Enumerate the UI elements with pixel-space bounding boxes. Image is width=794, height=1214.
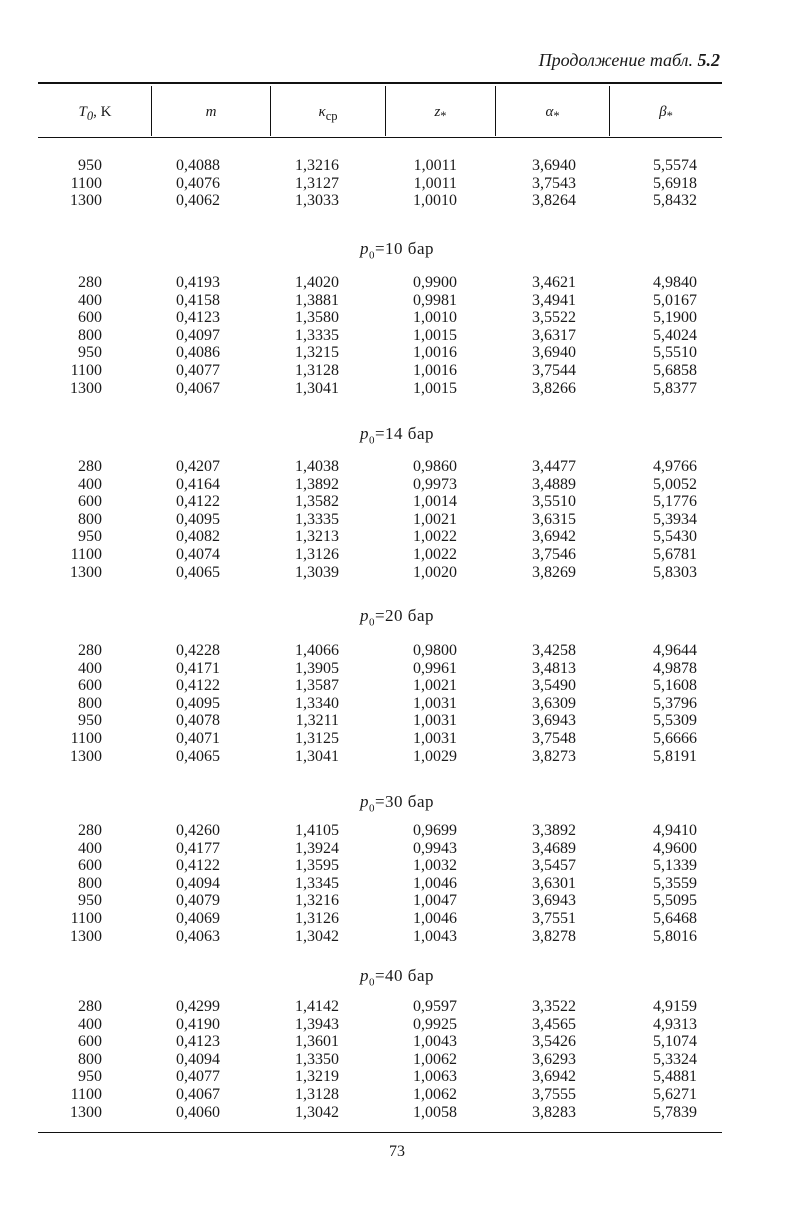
cell-beta: 5,1608 bbox=[653, 677, 697, 695]
cell-beta: 5,5095 bbox=[653, 892, 697, 910]
cell-t0: 600 bbox=[78, 1033, 102, 1051]
cell-alpha: 3,5457 bbox=[532, 857, 576, 875]
cell-kappa: 1,4066 bbox=[295, 642, 339, 659]
cell-alpha: 3,8273 bbox=[532, 747, 576, 765]
cell-z: 1,0043 bbox=[413, 927, 457, 945]
cell-z: 0,9973 bbox=[413, 475, 457, 493]
cell-m: 0,4086 bbox=[176, 344, 220, 362]
cell-alpha: 3,3522 bbox=[532, 998, 576, 1015]
cell-z: 0,9860 bbox=[413, 458, 457, 475]
cell-z: 0,9925 bbox=[413, 1015, 457, 1033]
cell-t0: 950 bbox=[78, 1068, 102, 1086]
table-row bbox=[0, 292, 794, 310]
table-row bbox=[0, 857, 794, 875]
cell-beta: 5,6271 bbox=[653, 1085, 697, 1103]
cell-z: 1,0047 bbox=[413, 892, 457, 910]
cell-m: 0,4260 bbox=[176, 822, 220, 839]
cell-alpha: 3,5510 bbox=[532, 493, 576, 511]
cell-m: 0,4094 bbox=[176, 874, 220, 892]
cell-alpha: 3,4477 bbox=[532, 458, 576, 475]
table-bottom-rule bbox=[38, 1132, 722, 1133]
cell-z: 1,0016 bbox=[413, 361, 457, 379]
cell-alpha: 3,7543 bbox=[532, 174, 576, 192]
cell-z: 1,0020 bbox=[413, 563, 457, 581]
cell-z: 1,0021 bbox=[413, 510, 457, 528]
cell-z: 1,0015 bbox=[413, 379, 457, 397]
cell-alpha: 3,3892 bbox=[532, 822, 576, 839]
table-row bbox=[0, 875, 794, 893]
cell-m: 0,4095 bbox=[176, 510, 220, 528]
cell-kappa: 1,4142 bbox=[295, 998, 339, 1015]
cell-t0: 1100 bbox=[70, 545, 102, 563]
table-row bbox=[0, 175, 794, 193]
cell-kappa: 1,3126 bbox=[295, 545, 339, 563]
cell-kappa: 1,3335 bbox=[295, 510, 339, 528]
cell-alpha: 3,6940 bbox=[532, 157, 576, 174]
group-label-30-bar: $p_0=30$ бар bbox=[359, 792, 435, 815]
table-row bbox=[0, 840, 794, 858]
cell-m: 0,4207 bbox=[176, 458, 220, 475]
cell-beta: 5,7839 bbox=[653, 1103, 697, 1121]
cell-t0: 1300 bbox=[70, 379, 102, 397]
cell-z: 1,0010 bbox=[413, 192, 457, 210]
cell-t0: 800 bbox=[78, 874, 102, 892]
header-t0: $T_0$, K bbox=[78, 104, 112, 123]
cell-t0: 950 bbox=[78, 892, 102, 910]
cell-alpha: 3,8278 bbox=[532, 927, 576, 945]
cell-kappa: 1,3340 bbox=[295, 694, 339, 712]
cell-m: 0,4082 bbox=[176, 528, 220, 546]
cell-m: 0,4177 bbox=[176, 839, 220, 857]
table-row bbox=[0, 528, 794, 546]
cell-t0: 1300 bbox=[70, 192, 102, 210]
cell-kappa: 1,4038 bbox=[295, 458, 339, 475]
cell-z: 1,0011 bbox=[413, 174, 457, 192]
cell-beta: 5,8191 bbox=[653, 747, 697, 765]
cell-kappa: 1,4020 bbox=[295, 274, 339, 291]
cell-alpha: 3,5522 bbox=[532, 309, 576, 327]
cell-alpha: 3,4813 bbox=[532, 659, 576, 677]
cell-beta: 4,9766 bbox=[653, 458, 697, 475]
cell-t0: 1300 bbox=[70, 927, 102, 945]
caption-table-number: 5.2 bbox=[697, 50, 720, 70]
cell-beta: 5,5510 bbox=[653, 344, 697, 362]
cell-z: 1,0046 bbox=[413, 909, 457, 927]
cell-z: 0,9699 bbox=[413, 822, 457, 839]
cell-kappa: 1,3905 bbox=[295, 659, 339, 677]
table-row bbox=[0, 1016, 794, 1034]
cell-kappa: 1,3039 bbox=[295, 563, 339, 581]
cell-alpha: 3,8283 bbox=[532, 1103, 576, 1121]
cell-kappa: 1,3881 bbox=[295, 291, 339, 309]
cell-m: 0,4097 bbox=[176, 326, 220, 344]
cell-t0: 1100 bbox=[70, 909, 102, 927]
table-row bbox=[0, 748, 794, 766]
header-z: $z_*$ bbox=[434, 104, 447, 123]
cell-beta: 5,0052 bbox=[653, 475, 697, 493]
table-row bbox=[0, 730, 794, 748]
cell-kappa: 1,3216 bbox=[295, 157, 339, 174]
cell-t0: 280 bbox=[78, 458, 102, 475]
cell-beta: 5,1776 bbox=[653, 493, 697, 511]
cell-kappa: 1,3042 bbox=[295, 1103, 339, 1121]
cell-alpha: 3,4689 bbox=[532, 839, 576, 857]
cell-kappa: 1,3587 bbox=[295, 677, 339, 695]
cell-beta: 5,3324 bbox=[653, 1050, 697, 1068]
cell-alpha: 3,6293 bbox=[532, 1050, 576, 1068]
table-row bbox=[0, 928, 794, 946]
table-body-40-bar bbox=[0, 998, 794, 1121]
cell-z: 0,9900 bbox=[413, 274, 457, 291]
cell-z: 1,0031 bbox=[413, 729, 457, 747]
cell-kappa: 1,3601 bbox=[295, 1033, 339, 1051]
cell-beta: 5,4024 bbox=[653, 326, 697, 344]
cell-t0: 950 bbox=[78, 712, 102, 730]
cell-z: 1,0046 bbox=[413, 874, 457, 892]
header-bottom-rule bbox=[38, 137, 722, 138]
cell-kappa: 1,3219 bbox=[295, 1068, 339, 1086]
cell-kappa: 1,3213 bbox=[295, 528, 339, 546]
table-caption bbox=[539, 50, 720, 71]
cell-z: 1,0022 bbox=[413, 528, 457, 546]
cell-m: 0,4299 bbox=[176, 998, 220, 1015]
cell-beta: 4,9840 bbox=[653, 274, 697, 291]
cell-kappa: 1,3127 bbox=[295, 174, 339, 192]
cell-alpha: 3,7544 bbox=[532, 361, 576, 379]
cell-alpha: 3,4565 bbox=[532, 1015, 576, 1033]
cell-kappa: 1,3580 bbox=[295, 309, 339, 327]
table-body-10-bar bbox=[0, 274, 794, 397]
cell-t0: 600 bbox=[78, 493, 102, 511]
cell-m: 0,4078 bbox=[176, 712, 220, 730]
cell-alpha: 3,8269 bbox=[532, 563, 576, 581]
cell-m: 0,4122 bbox=[176, 493, 220, 511]
cell-m: 0,4158 bbox=[176, 291, 220, 309]
cell-alpha: 3,7546 bbox=[532, 545, 576, 563]
cell-beta: 5,6666 bbox=[653, 729, 697, 747]
cell-m: 0,4095 bbox=[176, 694, 220, 712]
cell-beta: 5,6781 bbox=[653, 545, 697, 563]
cell-alpha: 3,6940 bbox=[532, 344, 576, 362]
cell-alpha: 3,4941 bbox=[532, 291, 576, 309]
cell-t0: 280 bbox=[78, 274, 102, 291]
cell-t0: 800 bbox=[78, 1050, 102, 1068]
cell-t0: 600 bbox=[78, 309, 102, 327]
cell-t0: 800 bbox=[78, 326, 102, 344]
cell-t0: 1100 bbox=[70, 729, 102, 747]
group-label-40-bar: $p_0=40$ бар bbox=[359, 966, 435, 989]
cell-beta: 4,9644 bbox=[653, 642, 697, 659]
cell-z: 1,0021 bbox=[413, 677, 457, 695]
cell-alpha: 3,4258 bbox=[532, 642, 576, 659]
cell-z: 1,0010 bbox=[413, 309, 457, 327]
table-row bbox=[0, 822, 794, 840]
cell-t0: 1100 bbox=[70, 1085, 102, 1103]
cell-z: 0,9800 bbox=[413, 642, 457, 659]
cell-beta: 5,8377 bbox=[653, 379, 697, 397]
cell-m: 0,4228 bbox=[176, 642, 220, 659]
cell-alpha: 3,8266 bbox=[532, 379, 576, 397]
cell-m: 0,4171 bbox=[176, 659, 220, 677]
cell-z: 0,9943 bbox=[413, 839, 457, 857]
cell-z: 1,0031 bbox=[413, 712, 457, 730]
cell-m: 0,4074 bbox=[176, 545, 220, 563]
cell-m: 0,4193 bbox=[176, 274, 220, 291]
table-body-20-bar bbox=[0, 642, 794, 765]
cell-m: 0,4094 bbox=[176, 1050, 220, 1068]
cell-alpha: 3,6942 bbox=[532, 1068, 576, 1086]
cell-beta: 5,0167 bbox=[653, 291, 697, 309]
cell-kappa: 1,3033 bbox=[295, 192, 339, 210]
table-row bbox=[0, 1104, 794, 1122]
cell-t0: 800 bbox=[78, 694, 102, 712]
cell-m: 0,4122 bbox=[176, 677, 220, 695]
cell-kappa: 1,4105 bbox=[295, 822, 339, 839]
cell-m: 0,4122 bbox=[176, 857, 220, 875]
cell-alpha: 3,8264 bbox=[532, 192, 576, 210]
cell-m: 0,4164 bbox=[176, 475, 220, 493]
cell-t0: 400 bbox=[78, 291, 102, 309]
cell-kappa: 1,3215 bbox=[295, 344, 339, 362]
cell-t0: 600 bbox=[78, 857, 102, 875]
cell-beta: 4,9600 bbox=[653, 839, 697, 857]
header-alpha: $\alpha_*$ bbox=[545, 104, 560, 123]
cell-alpha: 3,7551 bbox=[532, 909, 576, 927]
cell-alpha: 3,7548 bbox=[532, 729, 576, 747]
cell-beta: 5,8016 bbox=[653, 927, 697, 945]
table-row bbox=[0, 695, 794, 713]
cell-m: 0,4063 bbox=[176, 927, 220, 945]
cell-t0: 1300 bbox=[70, 747, 102, 765]
group-label-20-bar: $p_0=20$ бар bbox=[359, 606, 435, 629]
cell-beta: 5,8432 bbox=[653, 192, 697, 210]
table-row bbox=[0, 511, 794, 529]
cell-t0: 950 bbox=[78, 344, 102, 362]
cell-m: 0,4123 bbox=[176, 1033, 220, 1051]
cell-kappa: 1,3128 bbox=[295, 361, 339, 379]
cell-kappa: 1,3041 bbox=[295, 379, 339, 397]
cell-beta: 5,3934 bbox=[653, 510, 697, 528]
table-row bbox=[0, 344, 794, 362]
cell-z: 0,9981 bbox=[413, 291, 457, 309]
cell-kappa: 1,3350 bbox=[295, 1050, 339, 1068]
cell-z: 1,0058 bbox=[413, 1103, 457, 1121]
cell-beta: 4,9313 bbox=[653, 1015, 697, 1033]
cell-z: 0,9597 bbox=[413, 998, 457, 1015]
table-row bbox=[0, 564, 794, 582]
cell-beta: 4,9410 bbox=[653, 822, 697, 839]
cell-t0: 1100 bbox=[70, 361, 102, 379]
cell-m: 0,4079 bbox=[176, 892, 220, 910]
table-row bbox=[0, 642, 794, 660]
table-row bbox=[0, 380, 794, 398]
table-row bbox=[0, 660, 794, 678]
table-row bbox=[0, 362, 794, 380]
cell-kappa: 1,3128 bbox=[295, 1085, 339, 1103]
cell-m: 0,4190 bbox=[176, 1015, 220, 1033]
cell-t0: 600 bbox=[78, 677, 102, 695]
table-row bbox=[0, 910, 794, 928]
table-top-rule bbox=[38, 82, 722, 84]
cell-m: 0,4067 bbox=[176, 379, 220, 397]
cell-alpha: 3,4621 bbox=[532, 274, 576, 291]
cell-m: 0,4123 bbox=[176, 309, 220, 327]
cell-t0: 280 bbox=[78, 822, 102, 839]
cell-z: 1,0063 bbox=[413, 1068, 457, 1086]
table-row bbox=[0, 546, 794, 564]
cell-kappa: 1,3125 bbox=[295, 729, 339, 747]
cell-t0: 400 bbox=[78, 839, 102, 857]
cell-kappa: 1,3345 bbox=[295, 874, 339, 892]
cell-beta: 5,6858 bbox=[653, 361, 697, 379]
table-row bbox=[0, 274, 794, 292]
cell-t0: 950 bbox=[78, 157, 102, 174]
cell-z: 1,0022 bbox=[413, 545, 457, 563]
table-row bbox=[0, 1068, 794, 1086]
cell-t0: 1300 bbox=[70, 563, 102, 581]
cell-t0: 400 bbox=[78, 475, 102, 493]
cell-alpha: 3,6315 bbox=[532, 510, 576, 528]
cell-t0: 400 bbox=[78, 1015, 102, 1033]
cell-alpha: 3,6317 bbox=[532, 326, 576, 344]
table-row bbox=[0, 327, 794, 345]
cell-alpha: 3,7555 bbox=[532, 1085, 576, 1103]
cell-beta: 5,3796 bbox=[653, 694, 697, 712]
cell-alpha: 3,6943 bbox=[532, 712, 576, 730]
cell-beta: 5,5309 bbox=[653, 712, 697, 730]
cell-z: 1,0015 bbox=[413, 326, 457, 344]
table-row bbox=[0, 712, 794, 730]
cell-alpha: 3,5490 bbox=[532, 677, 576, 695]
cell-m: 0,4077 bbox=[176, 1068, 220, 1086]
cell-z: 0,9961 bbox=[413, 659, 457, 677]
table-row bbox=[0, 1086, 794, 1104]
header-m: m bbox=[205, 104, 217, 120]
cell-alpha: 3,6309 bbox=[532, 694, 576, 712]
cell-beta: 4,9159 bbox=[653, 998, 697, 1015]
cell-z: 1,0031 bbox=[413, 694, 457, 712]
cell-beta: 5,4881 bbox=[653, 1068, 697, 1086]
cell-alpha: 3,6301 bbox=[532, 874, 576, 892]
cell-beta: 4,9878 bbox=[653, 659, 697, 677]
table-row bbox=[0, 998, 794, 1016]
cell-beta: 5,6468 bbox=[653, 909, 697, 927]
cell-beta: 5,5574 bbox=[653, 157, 697, 174]
cell-kappa: 1,3211 bbox=[295, 712, 339, 730]
group-label-14-bar: $p_0=14$ бар bbox=[359, 424, 435, 447]
cell-z: 1,0011 bbox=[413, 157, 457, 174]
cell-z: 1,0016 bbox=[413, 344, 457, 362]
cell-kappa: 1,3041 bbox=[295, 747, 339, 765]
cell-alpha: 3,5426 bbox=[532, 1033, 576, 1051]
cell-alpha: 3,4889 bbox=[532, 475, 576, 493]
table-body-14-bar bbox=[0, 458, 794, 581]
cell-beta: 5,1339 bbox=[653, 857, 697, 875]
table-row bbox=[0, 892, 794, 910]
table-row bbox=[0, 1033, 794, 1051]
cell-z: 1,0029 bbox=[413, 747, 457, 765]
caption-text: Продолжение табл. bbox=[538, 50, 693, 70]
cell-beta: 5,8303 bbox=[653, 563, 697, 581]
cell-beta: 5,1900 bbox=[653, 309, 697, 327]
cell-kappa: 1,3924 bbox=[295, 839, 339, 857]
cell-m: 0,4077 bbox=[176, 361, 220, 379]
cell-t0: 280 bbox=[78, 998, 102, 1015]
cell-m: 0,4088 bbox=[176, 157, 220, 174]
cell-kappa: 1,3042 bbox=[295, 927, 339, 945]
cell-m: 0,4067 bbox=[176, 1085, 220, 1103]
cell-z: 1,0043 bbox=[413, 1033, 457, 1051]
cell-kappa: 1,3943 bbox=[295, 1015, 339, 1033]
cell-kappa: 1,3582 bbox=[295, 493, 339, 511]
table-row bbox=[0, 309, 794, 327]
cell-beta: 5,3559 bbox=[653, 874, 697, 892]
page-number: 73 bbox=[389, 1143, 405, 1160]
cell-beta: 5,6918 bbox=[653, 174, 697, 192]
cell-t0: 1100 bbox=[70, 174, 102, 192]
cell-alpha: 3,6943 bbox=[532, 892, 576, 910]
table-body-30-bar bbox=[0, 822, 794, 945]
cell-kappa: 1,3892 bbox=[295, 475, 339, 493]
cell-kappa: 1,3216 bbox=[295, 892, 339, 910]
cell-z: 1,0062 bbox=[413, 1085, 457, 1103]
cell-kappa: 1,3335 bbox=[295, 326, 339, 344]
cell-m: 0,4065 bbox=[176, 747, 220, 765]
cell-kappa: 1,3595 bbox=[295, 857, 339, 875]
table-row bbox=[0, 476, 794, 494]
cell-t0: 950 bbox=[78, 528, 102, 546]
cell-m: 0,4060 bbox=[176, 1103, 220, 1121]
table-row bbox=[0, 1051, 794, 1069]
cell-kappa: 1,3126 bbox=[295, 909, 339, 927]
cell-beta: 5,5430 bbox=[653, 528, 697, 546]
cell-m: 0,4076 bbox=[176, 174, 220, 192]
cell-m: 0,4065 bbox=[176, 563, 220, 581]
cell-z: 1,0032 bbox=[413, 857, 457, 875]
group-label-10-bar: $p_0=10$ бар bbox=[359, 239, 435, 262]
cell-t0: 400 bbox=[78, 659, 102, 677]
table-row bbox=[0, 493, 794, 511]
table-row bbox=[0, 192, 794, 210]
header-beta: $\beta_*$ bbox=[659, 104, 673, 123]
cell-z: 1,0062 bbox=[413, 1050, 457, 1068]
cell-z: 1,0014 bbox=[413, 493, 457, 511]
cell-t0: 800 bbox=[78, 510, 102, 528]
table-row bbox=[0, 157, 794, 175]
header-kappa: $\kappa_{cp}$ bbox=[318, 104, 338, 123]
cell-alpha: 3,6942 bbox=[532, 528, 576, 546]
cell-t0: 1300 bbox=[70, 1103, 102, 1121]
cell-m: 0,4071 bbox=[176, 729, 220, 747]
cell-beta: 5,1074 bbox=[653, 1033, 697, 1051]
cell-m: 0,4062 bbox=[176, 192, 220, 210]
table-body-continuation bbox=[0, 157, 794, 210]
cell-t0: 280 bbox=[78, 642, 102, 659]
cell-m: 0,4069 bbox=[176, 909, 220, 927]
table-row bbox=[0, 458, 794, 476]
table-row bbox=[0, 677, 794, 695]
